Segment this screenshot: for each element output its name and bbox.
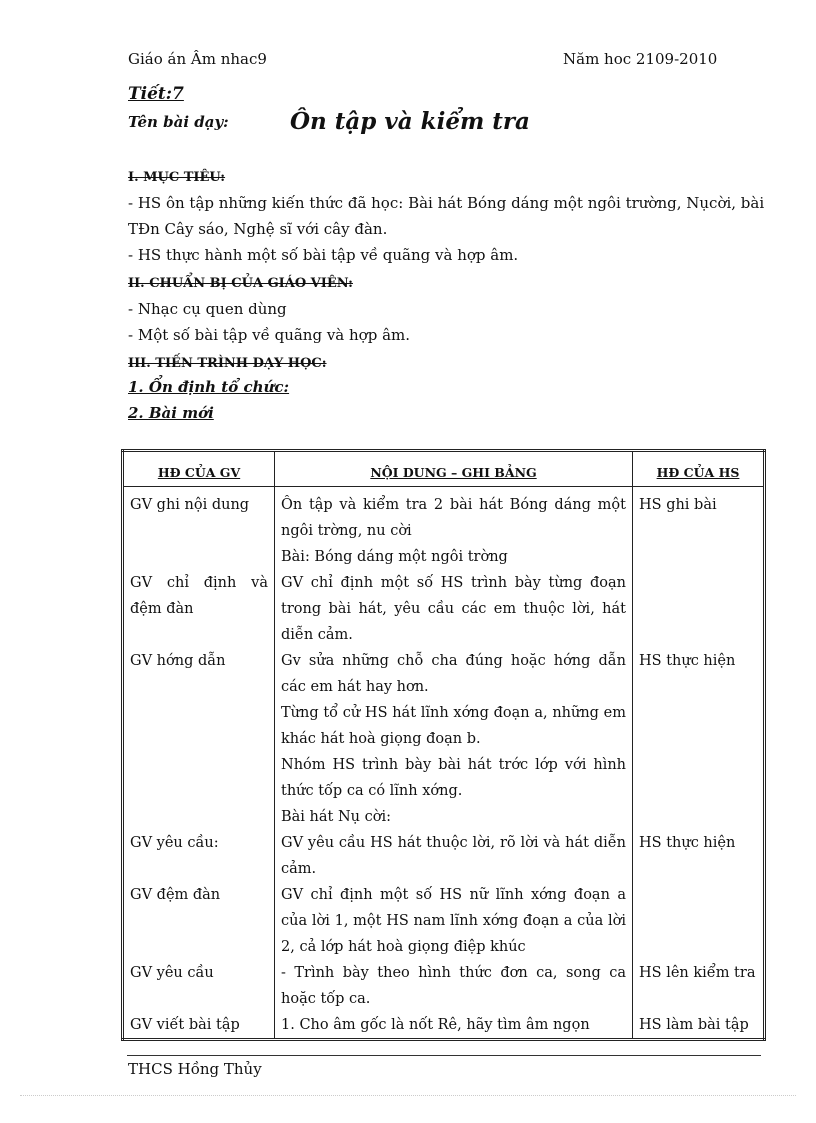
teacher-cell: GV đệm đàn: [123, 882, 275, 960]
content-cell: Ôn tập và kiểm tra 2 bài hát Bóng dáng một ngôi trờng, nu cời: [275, 487, 633, 545]
content-cell: GV yêu cầu HS hát thuộc lời, rõ lời và hát diễn cảm.: [275, 830, 633, 882]
lesson-activity-table: [121, 449, 766, 1041]
student-cell: [633, 570, 765, 648]
table-row: [123, 487, 765, 545]
teacher-cell: GV viết bài tập: [123, 1012, 275, 1040]
student-cell: HS thực hiện: [633, 648, 765, 700]
objectives-line-2: - HS thực hành một số bài tập về quãng và hợp âm.: [128, 246, 519, 264]
content-cell: Bài hát Nụ cời:: [275, 804, 633, 830]
section-preparation-heading: II. CHUẨN BỊ CỦA GIÁO VIÊN:: [128, 276, 353, 291]
subsection-new-lesson: 2. Bài mới: [128, 404, 214, 422]
table-row: [123, 752, 765, 804]
student-cell: HS lên kiểm tra: [633, 960, 765, 1012]
student-cell: HS thực hiện: [633, 830, 765, 882]
student-cell: HS làm bài tập: [633, 1012, 765, 1040]
student-cell: HS ghi bài: [633, 487, 765, 545]
content-cell: 1. Cho âm gốc là nốt Rê, hãy tìm âm ngọn: [275, 1012, 633, 1040]
student-cell: [633, 752, 765, 804]
student-cell: [633, 882, 765, 960]
table-row: [123, 1012, 765, 1040]
teacher-cell: GV chỉ định và đệm đàn: [123, 570, 275, 648]
header-student-activity: HĐ CỦA HS: [633, 451, 765, 487]
content-cell: GV chỉ định một số HS nữ lĩnh xớng đoạn a của lời 1, một HS nam lĩnh xớng đoạn a của lời 2, cả lớp hát hoà giọng điệp khúc: [275, 882, 633, 960]
header-teacher-activity: HĐ CỦA GV: [123, 451, 275, 487]
teacher-cell: GV yêu cầu: [123, 960, 275, 1012]
lesson-number: Tiết:7: [128, 84, 184, 104]
table-row: [123, 830, 765, 882]
header-subject: Giáo án Âm nhac9: [128, 50, 267, 68]
table-row: [123, 882, 765, 960]
teacher-cell: [123, 700, 275, 752]
student-cell: [633, 544, 765, 570]
content-cell: Gv sửa những chỗ cha đúng hoặc hớng dẫn các em hát hay hơn.: [275, 648, 633, 700]
teacher-cell: [123, 544, 275, 570]
teacher-cell: GV ghi nội dung: [123, 487, 275, 545]
table-row: [123, 570, 765, 648]
content-cell: Từng tổ cử HS hát lĩnh xớng đoạn a, những em khác hát hoà giọng đoạn b.: [275, 700, 633, 752]
table-row: [123, 960, 765, 1012]
section-process-heading: III. TIẾN TRÌNH DẠY HỌC:: [128, 356, 327, 371]
header-content: NỘI DUNG – GHI BẢNG: [275, 451, 633, 487]
section-objectives-heading: I. MỤC TIÊU:: [128, 170, 226, 185]
subsection-organization: 1. Ổn định tổ chức:: [128, 378, 290, 396]
table-row: [123, 544, 765, 570]
footer-divider: [127, 1055, 761, 1056]
teacher-cell: [123, 804, 275, 830]
table-row: [123, 700, 765, 752]
page-bottom-divider: [20, 1095, 796, 1096]
lesson-title: Ôn tập và kiểm tra: [290, 108, 530, 135]
teacher-cell: [123, 752, 275, 804]
table-header-row: [123, 451, 765, 487]
content-cell: Bài: Bóng dáng một ngôi trờng: [275, 544, 633, 570]
content-cell: Nhóm HS trình bày bài hát trớc lớp với hình thức tốp ca có lĩnh xớng.: [275, 752, 633, 804]
table-row: [123, 804, 765, 830]
footer-school-name: THCS Hồng Thủy: [128, 1060, 262, 1078]
lesson-title-label: Tên bài dạy:: [128, 113, 229, 131]
student-cell: [633, 804, 765, 830]
preparation-line-2: - Một số bài tập về quãng và hợp âm.: [128, 326, 411, 344]
header-school-year: Năm hoc 2109-2010: [563, 50, 718, 68]
student-cell: [633, 700, 765, 752]
content-cell: GV chỉ định một số HS trình bày từng đoạn trong bài hát, yêu cầu các em thuộc lời, hát diễn cảm.: [275, 570, 633, 648]
teacher-cell: GV hớng dẫn: [123, 648, 275, 700]
teacher-cell: GV yêu cầu:: [123, 830, 275, 882]
preparation-line-1: - Nhạc cụ quen dùng: [128, 300, 287, 318]
table-row: [123, 648, 765, 700]
objectives-line-1: - HS ôn tập những kiến thức đã học: Bài hát Bóng dáng một ngôi trường, Nụcời, bài TĐn Cây sáo, Nghệ sĩ với cây đàn.: [128, 194, 765, 238]
content-cell: - Trình bày theo hình thức đơn ca, song ca hoặc tốp ca.: [275, 960, 633, 1012]
